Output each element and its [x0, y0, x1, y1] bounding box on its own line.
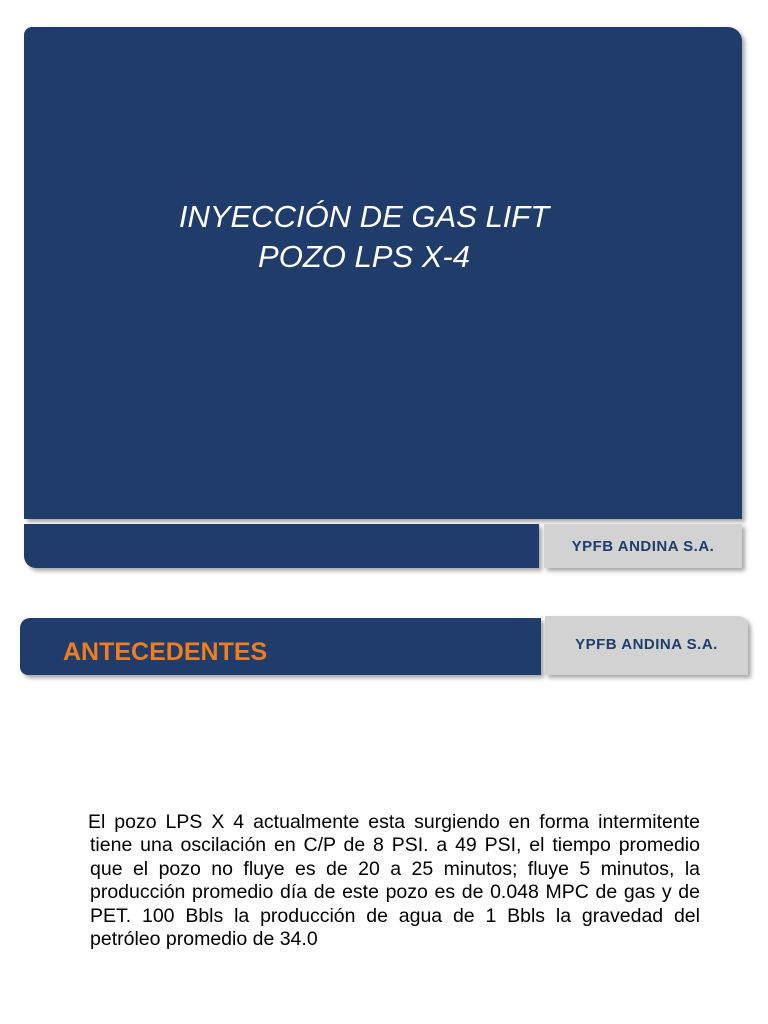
section-brand-box	[545, 616, 748, 675]
brand-label: YPFB ANDINA S.A.	[571, 537, 715, 555]
slide-title-line-1: INYECCIÓN DE GAS LIFT	[178, 199, 550, 234]
title-slide-footer-bar	[24, 524, 539, 568]
title-slide-panel	[24, 27, 742, 519]
section-body-text: El pozo LPS X 4 actualmente esta surgiendo en forma intermitente tiene una oscilación en C/P de 8 PSI. a 49 PSI, el tiempo promedio que el pozo no fluye es de 20 a 25 minutos; fluye 5 minutos, la producción promedio día de este pozo es de 0.048 MPC de gas y de PET. 100 Bbls la producción de agua de 1 Bbls la gravedad del petróleo promedio de 34.0	[88, 810, 700, 950]
slide-title	[24, 197, 704, 277]
section-header-bar	[20, 618, 541, 675]
brand-label: YPFB ANDINA S.A.	[575, 636, 718, 653]
section-heading: ANTECEDENTES	[63, 638, 268, 666]
section-header	[20, 616, 752, 678]
title-slide-brand-box	[544, 524, 742, 568]
slide-title-line-2: POZO LPS X-4	[258, 239, 470, 274]
title-slide	[20, 23, 746, 571]
